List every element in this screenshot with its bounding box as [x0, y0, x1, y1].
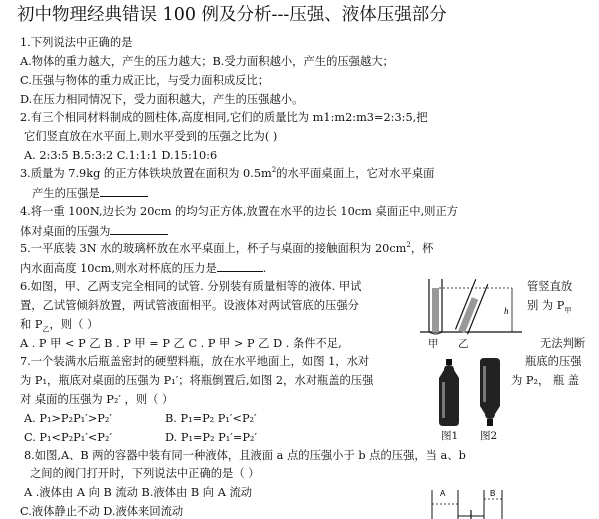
q4-line-2: 体对桌面的压强为: [20, 224, 168, 238]
upright-bottle: [439, 359, 459, 426]
q5-line-2: 内水面高度 10cm,则水对杯底的压力是 .: [20, 262, 267, 275]
q6-line-2: 置，乙试管倾斜放置，两试管液面相平。设液体对两试管底的压强分: [20, 299, 359, 312]
q6-line-1: 6.如图，甲、乙两支完全相同的试管. 分别装有质量相等的液体. 甲试: [20, 280, 362, 293]
bottle-figure: [434, 356, 504, 428]
tube-label-yi: 乙: [458, 338, 469, 350]
answer-blank: [217, 261, 263, 272]
q6-option-d-tail: 无法判断: [540, 337, 586, 350]
valve-icon: [458, 510, 484, 519]
q7-line-2-right: 为 P₂， 瓶 盖: [511, 374, 580, 387]
q7-line-1: 7.一个装满水后瓶盖密封的硬塑料瓶，放在水平地面上，如图 1，水对: [20, 355, 370, 368]
q6-line-3: 和 $P_乙$，则（ ）: [20, 318, 99, 334]
q7-line-1-right: 瓶底的压强: [525, 355, 582, 368]
q1-option-d: D.在压力相同情况下，受力面积越大，产生的压强越小。: [20, 93, 304, 106]
height-label: h: [504, 306, 509, 316]
figure-2-label: 图2: [480, 430, 498, 442]
q8-options-a-b: A .液体由 A 向 B 流动 B.液体由 B 向 A 流动: [24, 486, 253, 499]
q2-options: A. 2:3:5 B.5:3:2 C.1:1:1 D.15:10:6: [24, 149, 218, 162]
q6-options: A . P 甲 < P 乙 B . P 甲 = P 乙 C . P 甲 > P 乙 D . 条件不足,: [20, 337, 342, 350]
q7-option-b: B. P₁=P₂ P₁′<P₂′: [165, 412, 257, 425]
figure-1-label: 图1: [441, 430, 459, 442]
q1-stem: 1.下列说法中正确的是: [20, 36, 133, 49]
q3-line-2: 产生的压强是: [32, 186, 148, 200]
q6-line-1-right: 管竖直放: [527, 280, 573, 293]
q5-line-1: 5.一平底装 3N 水的玻璃杯放在水平桌面上，杯子与桌面的接触面积为 $20cm^2$，杯: [20, 241, 434, 255]
q4-line-1: 4.将一重 100N,边长为 20cm 的均匀正方体,放置在水平的边长 10cm 桌面正中,则正方: [20, 205, 459, 218]
q8-line-1: 8.如图,A、B 两的容器中装有同一种液体，且液面 a 点的压强小于 b 点的压强，当 a、b: [24, 449, 466, 462]
tilted-tube: [456, 279, 488, 334]
vertical-tube: [429, 279, 442, 334]
containers-figure: [426, 486, 506, 519]
q1-option-a-b: A.物体的重力越大，产生的压力越大；B.受力面积越小，产生的压强越大；: [20, 55, 394, 68]
q7-line-3: 对 桌面的压强为 P₂′ ，则（ ）: [20, 393, 174, 406]
container-a-label: A: [440, 489, 446, 498]
q8-line-2: 之间的阀门打开时，下列说法中正确的是（ ）: [30, 467, 260, 480]
q7-option-c: C. P₁<P₂P₁′<P₂′: [24, 431, 113, 444]
test-tube-figure: [420, 276, 525, 338]
answer-blank: [110, 224, 168, 235]
q7-option-a: A. P₁>P₂P₁′>P₂′: [24, 412, 112, 425]
q1-option-c: C.压强与物体的重力成正比，与受力面积成反比；: [20, 74, 270, 87]
q2-line-2: 它们竖直放在水平面上,则水平受到的压强之比为( ): [24, 130, 278, 143]
q7-line-2: 为 P₁，瓶底对桌面的压强为 P₁′；将瓶倒置后,如图 2，水对瓶盖的压强: [20, 374, 374, 387]
q6-line-2-right: 别 为 $P_甲$: [527, 299, 572, 315]
q8-options-c-d: C.液体静止不动 D.液体来回流动: [20, 505, 184, 518]
page-title: 初中物理经典错误 100 例及分析---压强、液体压强部分: [17, 5, 447, 25]
inverted-bottle: [480, 358, 500, 426]
answer-blank: [100, 186, 148, 197]
container-b-label: B: [490, 489, 496, 498]
tube-label-jia: 甲: [428, 338, 439, 350]
q7-option-d: D. P₁=P₂ P₁′=P₂′: [165, 431, 258, 444]
q3-line-1: 3.质量为 7.9kg 的正方体铁块放置在面积为 $0.5m^2$的水平面桌面上，它对水平桌面: [20, 166, 435, 180]
q2-line-1: 2.有三个相同材料制成的圆柱体,高度相同,它们的质量比为 m1:m2:m3=2:3:5,把: [20, 111, 428, 124]
